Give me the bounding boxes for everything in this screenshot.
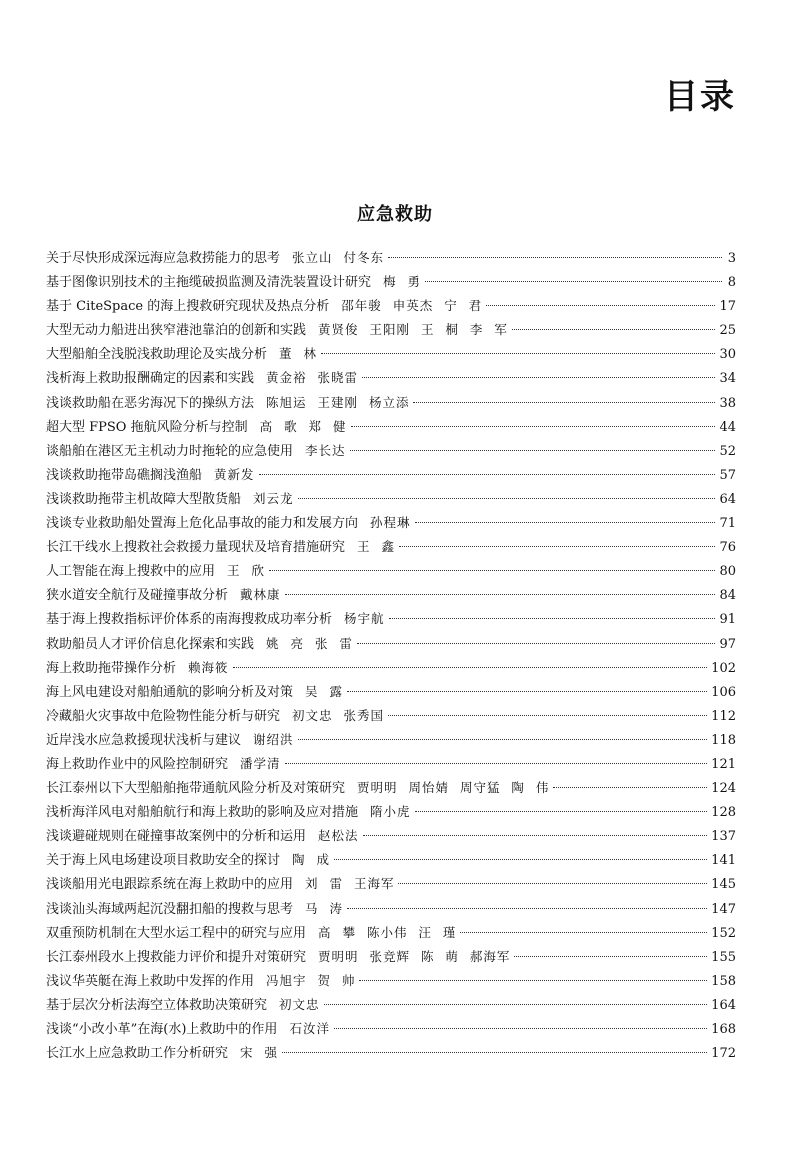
toc-entry[interactable] (46, 559, 736, 583)
toc-entry[interactable] (46, 583, 736, 607)
toc-entry[interactable] (46, 487, 736, 511)
toc-entry[interactable] (46, 294, 736, 318)
dot-leader (357, 643, 716, 644)
entry-title: 基于图像识别技术的主拖缆破损监测及清洗装置设计研究 (46, 275, 372, 291)
entry-page-number: 34 (719, 371, 736, 387)
entry-authors: 王 欣 (227, 563, 265, 579)
entry-page-number: 147 (711, 901, 736, 917)
entry-title: 浅谈避碰规则在碰撞事故案例中的分析和运用 (46, 829, 307, 845)
entry-page-number: 80 (719, 564, 736, 580)
dot-leader (324, 1004, 708, 1005)
dot-leader (486, 305, 715, 306)
entry-authors: 高 攀 陈小伟 汪 瑾 (318, 924, 457, 940)
dot-leader (362, 377, 715, 378)
entry-authors: 黄贤俊 王阳刚 王 桐 李 军 (318, 322, 508, 338)
entry-authors: 黄金裕 张晓雷 (266, 370, 358, 386)
toc-entry[interactable] (46, 969, 736, 993)
dot-leader (363, 835, 708, 836)
toc-entry[interactable] (46, 1017, 736, 1041)
entry-authors: 张立山 付冬东 (292, 250, 384, 265)
entry-title: 浅谈专业救助船处置海上危化品事故的能力和发展方向 (46, 516, 359, 532)
entry-page-number: 102 (711, 660, 736, 676)
entry-title: 基于海上搜救指标评价体系的南海搜救成功率分析 (46, 612, 333, 628)
section-title: 应急救助 (357, 204, 433, 225)
entry-page-number: 44 (719, 419, 736, 435)
entry-title: 大型船舶全浅脱浅救助理论及实战分析 (46, 347, 268, 363)
entry-page-number: 155 (711, 949, 736, 965)
entry-authors: 梅 勇 (383, 274, 421, 290)
entry-authors: 李长达 (305, 442, 346, 458)
entry-page-number: 30 (719, 347, 736, 363)
entry-authors: 贾明明 张竞辉 陈 萌 郝海军 (318, 948, 511, 964)
dot-leader (460, 932, 707, 933)
entry-title: 海上风电建设对船舶通航的影响分析及对策 (46, 684, 294, 700)
entry-title: 双重预防机制在大型水运工程中的研究与应用 (46, 925, 307, 941)
entry-authors: 赵松法 (318, 828, 359, 844)
dot-leader (413, 402, 715, 403)
entry-authors: 杨宇航 (344, 611, 385, 627)
toc-entry[interactable] (46, 535, 736, 559)
entry-title: 人工智能在海上搜救中的应用 (46, 564, 216, 580)
toc-entry[interactable] (46, 945, 736, 969)
entry-authors: 初文忠 张秀国 (292, 707, 384, 723)
dot-leader (321, 353, 715, 354)
toc-entry[interactable] (46, 366, 736, 390)
entry-authors: 黄新发 (214, 466, 255, 482)
entry-authors: 贾明明 周怡婧 周守猛 陶 伟 (357, 780, 550, 796)
toc-entry[interactable] (46, 848, 736, 872)
entry-title: 浅谈“小改小革”在海(水)上救助中的作用 (46, 1022, 278, 1037)
toc-entry[interactable] (46, 342, 736, 366)
entry-authors: 陶 成 (292, 852, 330, 868)
dot-leader (388, 257, 722, 258)
dot-leader (512, 329, 716, 330)
dot-leader (347, 691, 707, 692)
toc-entry[interactable] (46, 897, 736, 921)
entry-title: 浅谈汕头海域两起沉没翻扣船的搜救与思考 (46, 901, 294, 917)
entry-authors: 刘 雷 王海军 (305, 876, 395, 892)
entry-title: 长江泰州以下大型船舶拖带通航风险分析及对策研究 (46, 781, 346, 797)
entry-page-number: 76 (719, 540, 736, 556)
toc-entry[interactable] (46, 872, 736, 896)
toc-entry[interactable] (46, 607, 736, 631)
dot-leader (334, 1028, 707, 1029)
entry-title: 长江泰州段水上搜救能力评价和提升对策研究 (46, 949, 307, 965)
entry-title: 大型无动力船进出狭窄港池靠泊的创新和实践 (46, 323, 307, 339)
dot-leader (334, 859, 707, 860)
entry-page-number: 158 (711, 973, 736, 989)
dot-leader (359, 980, 707, 981)
entry-page-number: 137 (711, 829, 736, 845)
toc-entry[interactable] (46, 776, 736, 800)
toc-entry[interactable] (46, 680, 736, 704)
entry-authors: 马 涛 (305, 900, 343, 916)
dot-leader (259, 474, 716, 475)
entry-title: 超大型 FPSO 拖航风险分析与控制 (46, 419, 248, 435)
entry-title: 基于层次分析法海空立体救助决策研究 (46, 997, 268, 1013)
entry-title: 近岸浅水应急救援现状浅析与建议 (46, 732, 242, 748)
toc-entry[interactable] (46, 656, 736, 680)
entry-authors: 隋小虎 (370, 804, 411, 820)
toc-entry[interactable] (46, 752, 736, 776)
toc-entry[interactable] (46, 463, 736, 487)
dot-leader (415, 811, 708, 812)
dot-leader (351, 426, 716, 427)
entry-title: 基于 CiteSpace 的海上搜救研究现状及热点分析 (46, 299, 330, 315)
entry-title: 浅议华英艇在海上救助中发挥的作用 (46, 973, 255, 989)
page-title: 目录 (664, 77, 736, 117)
table-of-contents (46, 246, 736, 1065)
dot-leader (269, 570, 715, 571)
dot-leader (399, 546, 715, 547)
entry-page-number: 152 (711, 925, 736, 941)
dot-leader (347, 908, 707, 909)
entry-authors: 赖海筱 (188, 659, 229, 675)
entry-title: 浅谈船用光电跟踪系统在海上救助中的应用 (46, 877, 294, 893)
dot-leader (415, 522, 716, 523)
toc-entry[interactable] (46, 246, 736, 270)
entry-title: 关于尽快形成深远海应急救捞能力的思考 (46, 251, 281, 266)
toc-entry[interactable] (46, 318, 736, 342)
entry-title: 浅析海上救助报酬确定的因素和实践 (46, 371, 255, 387)
entry-authors: 潘学清 (240, 755, 281, 771)
dot-leader (350, 450, 716, 451)
entry-title: 长江干线水上搜救社会救援力量现状及培育措施研究 (46, 540, 346, 556)
entry-title: 关于海上风电场建设项目救助安全的探讨 (46, 853, 281, 869)
entry-page-number: 38 (719, 395, 736, 411)
dot-leader (298, 498, 716, 499)
dot-leader (425, 281, 722, 282)
toc-entry[interactable] (46, 270, 736, 294)
dot-leader (285, 594, 716, 595)
entry-title: 长江水上应急救助工作分析研究 (46, 1046, 229, 1062)
entry-authors: 董 林 (279, 346, 317, 362)
entry-page-number: 71 (719, 516, 736, 532)
toc-entry[interactable] (46, 1041, 736, 1065)
entry-authors: 刘云龙 (253, 490, 294, 506)
dot-leader (389, 618, 716, 619)
entry-page-number: 141 (711, 853, 736, 869)
entry-page-number: 164 (711, 997, 736, 1013)
entry-page-number: 112 (711, 708, 736, 724)
entry-page-number: 8 (727, 275, 736, 291)
dot-leader (233, 667, 708, 668)
entry-authors: 初文忠 (279, 996, 320, 1012)
entry-page-number: 64 (719, 491, 736, 507)
entry-authors: 宋 强 (240, 1045, 278, 1061)
entry-page-number: 52 (719, 443, 736, 459)
entry-title: 谈船舶在港区无主机动力时拖轮的应急使用 (46, 443, 294, 459)
entry-page-number: 84 (719, 588, 736, 604)
entry-page-number: 118 (711, 732, 736, 748)
toc-entry[interactable] (46, 632, 736, 656)
entry-authors: 陈旭运 王建刚 杨立添 (266, 394, 410, 410)
toc-entry[interactable] (46, 921, 736, 945)
dot-leader (282, 1052, 707, 1053)
entry-authors: 孙程琳 (370, 515, 411, 531)
entry-authors: 王 鑫 (357, 539, 395, 555)
entry-title: 浅谈救助船在恶劣海况下的操纵方法 (46, 395, 255, 411)
dot-leader (514, 956, 707, 957)
entry-title: 冷藏船火灾事故中危险物性能分析与研究 (46, 708, 281, 724)
toc-entry[interactable] (46, 511, 736, 535)
entry-title: 救助船员人才评价信息化探索和实践 (46, 636, 255, 652)
entry-title: 浅析海洋风电对船舶航行和海上救助的影响及应对措施 (46, 805, 359, 821)
entry-authors: 冯旭宇 贺 帅 (266, 972, 356, 988)
entry-title: 狭水道安全航行及碰撞事故分析 (46, 588, 229, 604)
entry-page-number: 106 (711, 684, 736, 700)
entry-page-number: 172 (711, 1046, 736, 1062)
entry-title: 海上救助作业中的风险控制研究 (46, 756, 229, 772)
toc-entry[interactable] (46, 391, 736, 415)
dot-leader (298, 739, 708, 740)
entry-title: 浅谈救助拖带岛礁搁浅渔船 (46, 467, 203, 483)
dot-leader (398, 883, 707, 884)
entry-page-number: 128 (711, 805, 736, 821)
entry-page-number: 145 (711, 877, 736, 893)
entry-authors: 邵年骏 申英杰 宁 君 (341, 298, 483, 314)
entry-authors: 姚 亮 张 雷 (266, 635, 353, 651)
entry-page-number: 57 (719, 467, 736, 483)
entry-page-number: 97 (719, 636, 736, 652)
entry-title: 海上救助拖带操作分析 (46, 660, 177, 676)
entry-authors: 谢绍洪 (253, 731, 294, 747)
entry-page-number: 91 (719, 612, 736, 628)
toc-entry[interactable] (46, 728, 736, 752)
entry-page-number: 3 (727, 251, 736, 266)
dot-leader (285, 763, 708, 764)
toc-entry[interactable] (46, 439, 736, 463)
toc-entry[interactable] (46, 800, 736, 824)
dot-leader (553, 787, 707, 788)
entry-page-number: 168 (711, 1022, 736, 1037)
entry-page-number: 124 (711, 781, 736, 797)
toc-entry[interactable] (46, 415, 736, 439)
toc-entry[interactable] (46, 993, 736, 1017)
entry-authors: 高 歌 郑 健 (259, 418, 347, 434)
entry-authors: 石汝洋 (289, 1021, 330, 1036)
dot-leader (388, 715, 707, 716)
entry-authors: 戴林康 (240, 587, 281, 603)
entry-authors: 吴 露 (305, 683, 343, 699)
toc-entry[interactable] (46, 704, 736, 728)
entry-page-number: 17 (719, 299, 736, 315)
entry-title: 浅谈救助拖带主机故障大型散货船 (46, 491, 242, 507)
toc-entry[interactable] (46, 824, 736, 848)
entry-page-number: 121 (711, 756, 736, 772)
entry-page-number: 25 (719, 323, 736, 339)
